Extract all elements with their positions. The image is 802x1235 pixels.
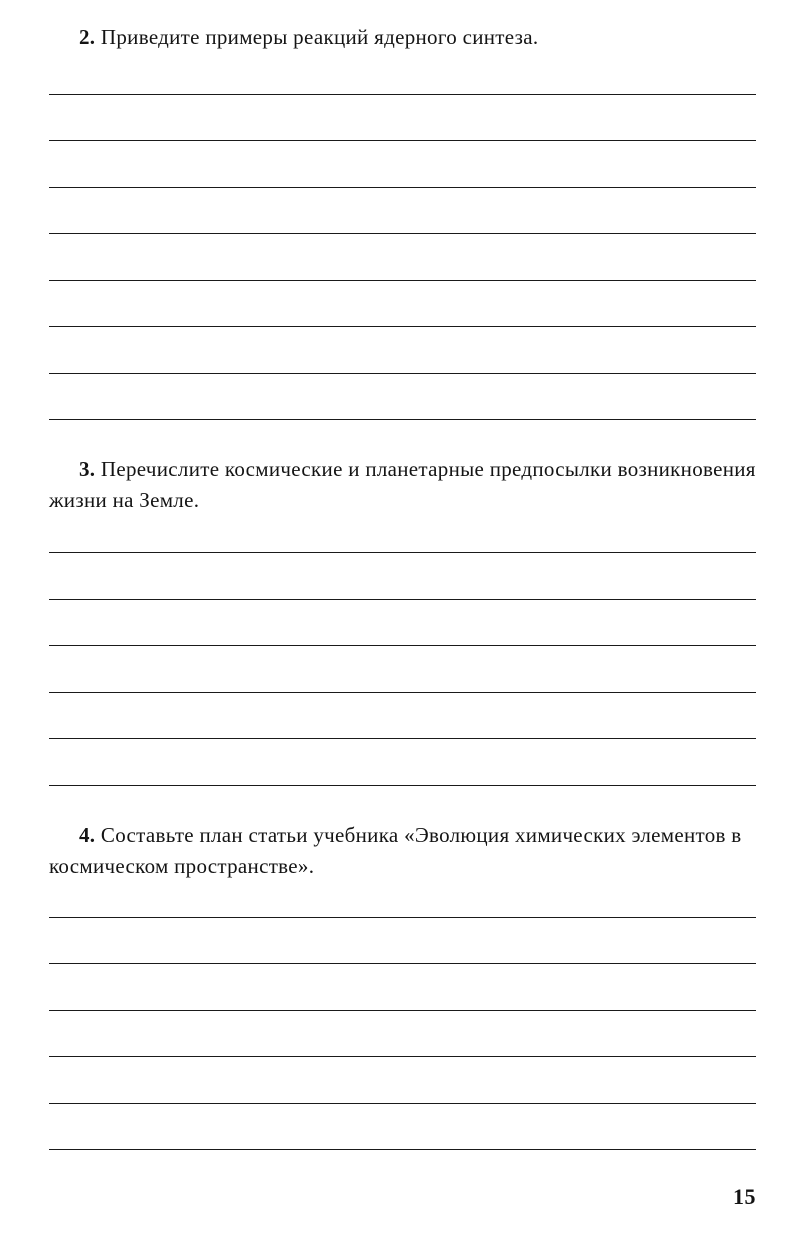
answer-line[interactable] xyxy=(49,326,756,327)
question-number: 4. xyxy=(79,823,96,847)
answer-line[interactable] xyxy=(49,140,756,141)
answer-line[interactable] xyxy=(49,233,756,234)
question-number: 3. xyxy=(79,457,96,481)
answer-line[interactable] xyxy=(49,692,756,693)
question-text: Приведите примеры реакций ядерного синтеза. xyxy=(100,25,539,49)
answer-line[interactable] xyxy=(49,280,756,281)
answer-line[interactable] xyxy=(49,94,756,95)
answer-line[interactable] xyxy=(49,917,756,918)
page-number: 15 xyxy=(733,1184,756,1209)
answer-line[interactable] xyxy=(49,187,756,188)
answer-line[interactable] xyxy=(49,785,756,786)
question-text: Перечислите космические и планетарные предпосылки возникновения жизни на Земле. xyxy=(49,457,756,512)
answer-line[interactable] xyxy=(49,1056,756,1057)
answer-line[interactable] xyxy=(49,1149,756,1150)
answer-line[interactable] xyxy=(49,645,756,646)
answer-line[interactable] xyxy=(49,1010,756,1011)
answer-line[interactable] xyxy=(49,1103,756,1104)
question-3 xyxy=(49,454,757,516)
question-4 xyxy=(49,820,757,882)
question-text: Составьте план статьи учебника «Эволюция химических элементов в космическом пространстве». xyxy=(49,823,742,878)
question-number: 2. xyxy=(79,25,96,49)
question-2 xyxy=(79,22,759,53)
answer-line[interactable] xyxy=(49,419,756,420)
answer-line[interactable] xyxy=(49,552,756,553)
answer-line[interactable] xyxy=(49,599,756,600)
answer-line[interactable] xyxy=(49,373,756,374)
answer-line[interactable] xyxy=(49,738,756,739)
answer-line[interactable] xyxy=(49,963,756,964)
